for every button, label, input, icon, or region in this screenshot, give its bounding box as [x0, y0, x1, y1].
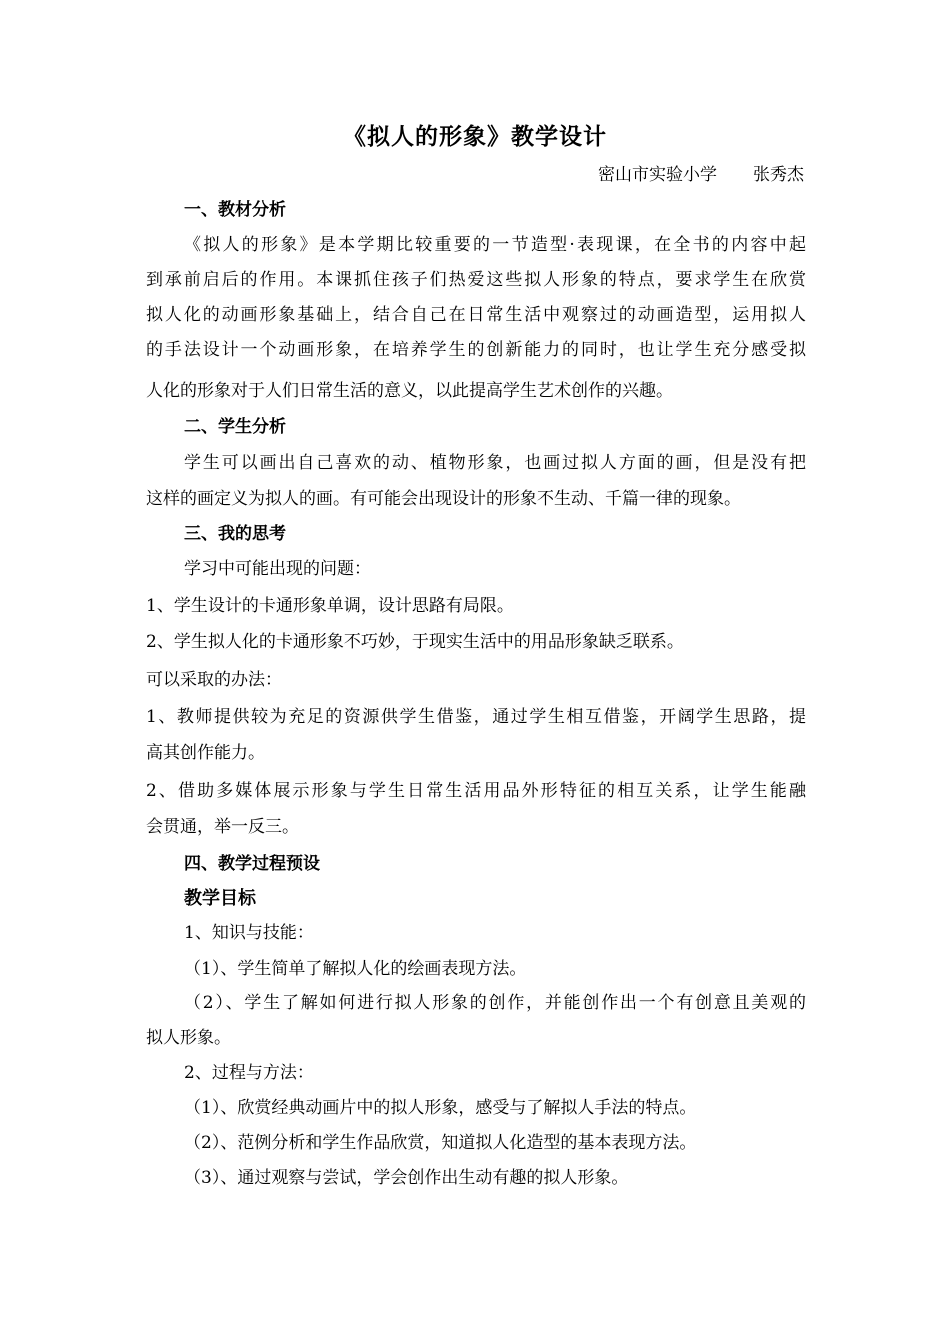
- paragraph-line: 学习中可能出现的问题：: [184, 559, 371, 579]
- section-heading-student-analysis: 二、学生分析: [184, 417, 286, 437]
- list-item: 高其创作能力。: [146, 743, 265, 763]
- list-item: 拟人形象。: [146, 1028, 231, 1048]
- list-item: （2）、范例分析和学生作品欣赏，知道拟人化造型的基本表现方法。: [184, 1133, 697, 1153]
- list-item: 2、借助多媒体展示形象与学生日常生活用品外形特征的相互关系，让学生能融: [146, 781, 806, 801]
- list-item: （1）、学生简单了解拟人化的绘画表现方法。: [184, 959, 527, 979]
- paragraph-line: 《拟人的形象》是本学期比较重要的一节造型·表现课，在全书的内容中起: [184, 235, 806, 255]
- section-heading-my-thoughts: 三、我的思考: [184, 524, 286, 544]
- paragraph-line: 的手法设计一个动画形象，在培养学生的创新能力的同时，也让学生充分感受拟: [146, 340, 806, 360]
- subheading-teaching-goals: 教学目标: [184, 888, 256, 909]
- section-heading-textbook-analysis: 一、教材分析: [184, 200, 286, 220]
- author-school: 密山市实验小学: [598, 165, 717, 185]
- paragraph-line: 学生可以画出自己喜欢的动、植物形象，也画过拟人方面的画，但是没有把: [184, 453, 806, 473]
- list-item: 2、学生拟人化的卡通形象不巧妙，于现实生活中的用品形象缺乏联系。: [146, 632, 684, 652]
- list-item: （3）、通过观察与尝试，学会创作出生动有趣的拟人形象。: [184, 1168, 629, 1188]
- list-item: 会贯通，举一反三。: [146, 817, 299, 837]
- author-line: [598, 160, 804, 185]
- list-item: 1、知识与技能：: [184, 923, 314, 943]
- section-heading-teaching-process: 四、教学过程预设: [184, 854, 320, 874]
- paragraph-line: 到承前启后的作用。本课抓住孩子们热爱这些拟人形象的特点，要求学生在欣赏: [146, 270, 806, 290]
- paragraph-line: 可以采取的办法：: [146, 670, 282, 690]
- list-item: 2、过程与方法：: [184, 1063, 314, 1083]
- document-title: 《拟人的形象》教学设计: [343, 123, 607, 150]
- paragraph-line: 拟人化的动画形象基础上，结合自己在日常生活中观察过的动画造型，运用拟人: [146, 305, 806, 325]
- list-item: （2）、学生了解如何进行拟人形象的创作，并能创作出一个有创意且美观的: [184, 993, 806, 1013]
- paragraph-line: 这样的画定义为拟人的画。有可能会出现设计的形象不生动、千篇一律的现象。: [146, 489, 741, 509]
- paragraph-line: 人化的形象对于人们日常生活的意义，以此提高学生艺术创作的兴趣。: [146, 381, 673, 401]
- author-name: 张秀杰: [753, 165, 804, 185]
- list-item: 1、学生设计的卡通形象单调，设计思路有局限。: [146, 596, 514, 616]
- list-item: 1、教师提供较为充足的资源供学生借鉴，通过学生相互借鉴，开阔学生思路，提: [146, 707, 806, 727]
- list-item: （1）、欣赏经典动画片中的拟人形象，感受与了解拟人手法的特点。: [184, 1098, 697, 1118]
